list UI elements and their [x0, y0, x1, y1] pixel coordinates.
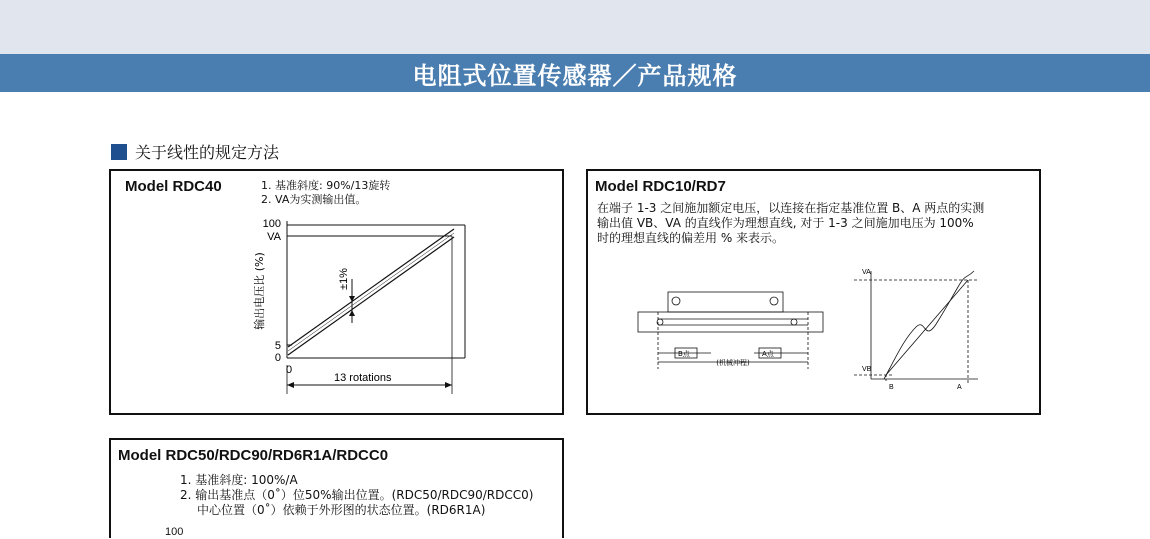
- page-title: 电阻式位置传感器／产品规格: [412, 61, 738, 90]
- rdc10-graph-vb: VB: [862, 366, 872, 373]
- rdc50-panel: [109, 438, 564, 538]
- rdc10-model-title: Model RDC10/RD7: [595, 178, 726, 195]
- rdc50-note-2: 2. 输出基准点（0˚）位50%输出位置。(RDC50/RDC90/RDCC0): [180, 488, 534, 502]
- rdc10-graph-b: B: [889, 384, 894, 391]
- page-title-bar: [0, 54, 1150, 92]
- rdc40-tick-va: VA: [267, 231, 281, 243]
- rdc40-rotations-label: 13 rotations: [334, 372, 392, 384]
- rdc10-linearity-graph: [854, 271, 978, 383]
- rdc10-desc-1: 在端子 1-3 之间施加额定电压，以连接在指定基准位置 B、A 两点的实测: [597, 201, 985, 215]
- rdc40-model-title: Model RDC40: [125, 178, 222, 195]
- rdc10-panel: [586, 169, 1041, 415]
- rdc40-panel: [109, 169, 564, 415]
- rdc50-model-title: Model RDC50/RDC90/RD6R1A/RDCC0: [118, 447, 389, 464]
- rdc40-note-2: 2. VA为实测输出值。: [261, 193, 367, 206]
- rdc40-tolerance-label: ±1%: [338, 268, 350, 290]
- rdc10-stroke-label: (机械冲程): [716, 359, 750, 367]
- section-heading: [111, 140, 279, 163]
- rdc10-desc-3: 时的理想直线的偏差用 % 来表示。: [597, 231, 785, 245]
- rdc40-linearity-chart: [109, 169, 564, 415]
- rdc10-graph-a: A: [957, 384, 962, 391]
- rdc10-diagrams: [586, 169, 1041, 415]
- section-title: 关于线性的规定方法: [135, 143, 280, 162]
- square-bullet-icon: [111, 144, 127, 160]
- top-band: [0, 0, 1150, 54]
- rdc40-y-axis-label: 输出电压比 (%): [253, 252, 266, 330]
- rdc50-note-1: 1. 基准斜度: 100%/A: [180, 473, 298, 487]
- rdc40-tick-100: 100: [262, 218, 281, 230]
- rdc40-note-1: 1. 基准斜度: 90%/13旋转: [261, 179, 391, 192]
- rdc10-desc-2: 输出值 VB、VA 的直线作为理想直线, 对于 1-3 之间施加电压为 100%: [597, 216, 974, 230]
- rdc10-sensor-drawing: [638, 292, 823, 369]
- rdc40-x-origin: 0: [286, 364, 293, 376]
- rdc10-graph-va: VA: [862, 269, 871, 276]
- rdc10-b-point-label: B点: [678, 350, 690, 358]
- rdc50-note-3: 中心位置（0˚）依赖于外形图的状态位置。(RD6R1A): [197, 503, 486, 517]
- rdc40-tick-5: 5: [274, 340, 281, 352]
- rdc10-a-point-label: A点: [762, 350, 774, 358]
- rdc50-tick-100: 100: [165, 526, 184, 538]
- rdc40-tick-0: 0: [274, 352, 281, 364]
